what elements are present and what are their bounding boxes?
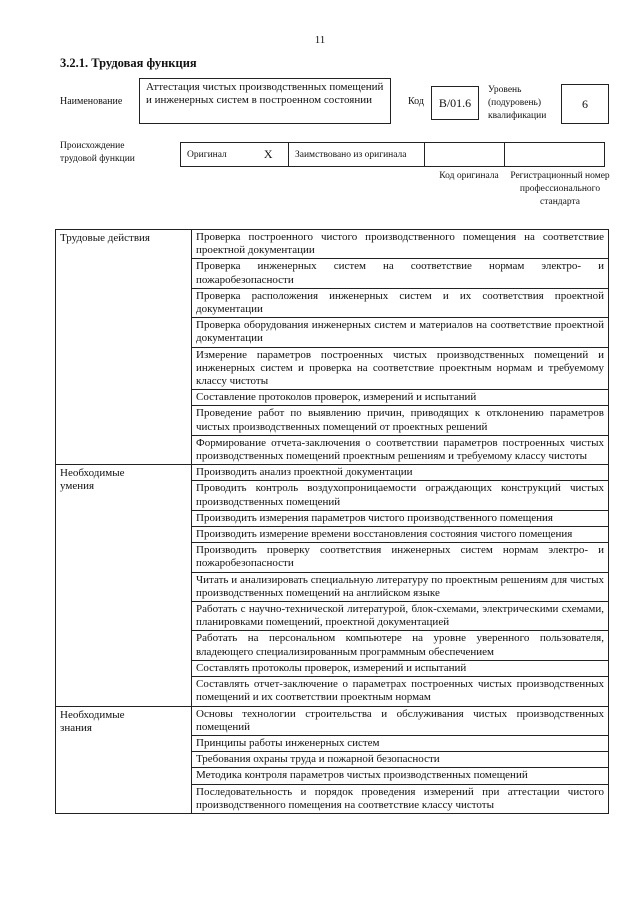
- knowledge-list: [192, 706, 609, 813]
- skills-row: [56, 465, 609, 706]
- original-code-cell: [425, 143, 505, 167]
- actions-item: Проверка инженерных систем на соответствие нормам электро- и пожаробезопасности: [192, 259, 608, 288]
- skills-item: Составлять отчет-заключение о параметрах построенных чистых производственных помещений и их соответствии проектным нормам: [196, 678, 604, 704]
- code-value: B/01.6: [431, 86, 479, 120]
- origin-row: [181, 143, 605, 167]
- skills-label-text: Необходимые умения: [60, 467, 125, 493]
- actions-row: [56, 230, 609, 465]
- actions-item: Проверка построенного чистого производственного помещения на соответствие проектной документации: [192, 230, 608, 259]
- knowledge-label-text: Необходимые знания: [60, 708, 125, 734]
- actions-list: [192, 230, 609, 465]
- borrowed-label: Заимствовано из оригинала: [289, 143, 425, 167]
- skills-item: Проводить контроль воздухопроницаемости ограждающих конструкций чистых производственных помещений: [192, 481, 608, 510]
- origin-label-text: Происхождение трудовой функции: [60, 141, 135, 164]
- caption-registration-number: Регистрационный номер профессионального стандарта: [510, 171, 610, 207]
- skills-item: Составлять протоколы проверок, измерений и испытаний: [192, 661, 608, 677]
- knowledge-label: [56, 706, 192, 813]
- level-label-text: Уровень (подуровень) квалификации: [488, 85, 547, 121]
- origin-table: [180, 142, 605, 167]
- skills-item: Производить измерения параметров чистого производственного помещения: [192, 511, 608, 527]
- original-label: Оригинал: [181, 143, 249, 167]
- actions-item: Составление протоколов проверок, измерений и испытаний: [192, 390, 608, 406]
- skills-item: Производить анализ проектной документации: [192, 465, 608, 481]
- name-label: Наименование: [60, 96, 123, 107]
- skills-item: Производить проверку соответствия инженерных систем нормам электро- и пожаробезопасности: [192, 543, 608, 572]
- function-table: [55, 229, 609, 814]
- skills-item: Производить измерение времени восстановления состояния чистого помещения: [192, 527, 608, 543]
- knowledge-item: Требования охраны труда и пожарной безопасности: [192, 752, 608, 768]
- actions-label-text: Трудовые действия: [60, 232, 150, 244]
- original-mark: X: [249, 143, 289, 167]
- skills-label: [56, 465, 192, 706]
- caption-original-code: Код оригинала: [439, 171, 499, 181]
- knowledge-item: Принципы работы инженерных систем: [192, 736, 608, 752]
- skills-item: Читать и анализировать специальную литературу по проектным решениям для чистых производственных помещений на английском языке: [192, 573, 608, 602]
- actions-item: Измерение параметров построенных чистых производственных помещений и инженерных систем и проверка на соответствие проектным нормам и требуемому классу чистоты: [192, 348, 608, 391]
- name-value: Аттестация чистых производственных помещений и инженерных систем в построенном состоянии: [139, 78, 391, 124]
- knowledge-row: [56, 706, 609, 813]
- skills-list: [192, 465, 609, 706]
- skills-item: Работать на персональном компьютере на уровне уверенного пользователя, владеющего специализированным программным обеспечением: [192, 631, 608, 660]
- registration-number-cell: [505, 143, 605, 167]
- level-value: 6: [561, 84, 609, 124]
- actions-label: [56, 230, 192, 465]
- level-label: [488, 84, 554, 123]
- knowledge-item: Основы технологии строительства и обслуживания чистых производственных помещений: [192, 707, 608, 736]
- skills-item: Работать с научно-технической литературой, блок-схемами, электрическими схемами, планировками помещений, проектной документацией: [192, 602, 608, 631]
- page-number: 11: [314, 34, 326, 46]
- code-label: Код: [408, 96, 424, 107]
- section-title: 3.2.1. Трудовая функция: [60, 56, 197, 70]
- knowledge-item: Методика контроля параметров чистых производственных помещений: [192, 768, 608, 784]
- actions-item: Проведение работ по выявлению причин, приводящих к отклонению параметров чистых производственных помещений от проектных решений: [192, 406, 608, 435]
- actions-item: Проверка оборудования инженерных систем и материалов на соответствие проектной документации: [192, 318, 608, 347]
- actions-item: Проверка расположения инженерных систем и их соответствия проектной документации: [192, 289, 608, 318]
- actions-item: Формирование отчета-заключения о соответствии параметров построенных чистых производственных помещений проектным решениям и требуемому классу чистоты: [196, 436, 604, 463]
- knowledge-item: Последовательность и порядок проведения измерений при аттестации чистого производственного помещения на соответствие классу чистоты: [196, 785, 604, 811]
- origin-label: [60, 140, 160, 166]
